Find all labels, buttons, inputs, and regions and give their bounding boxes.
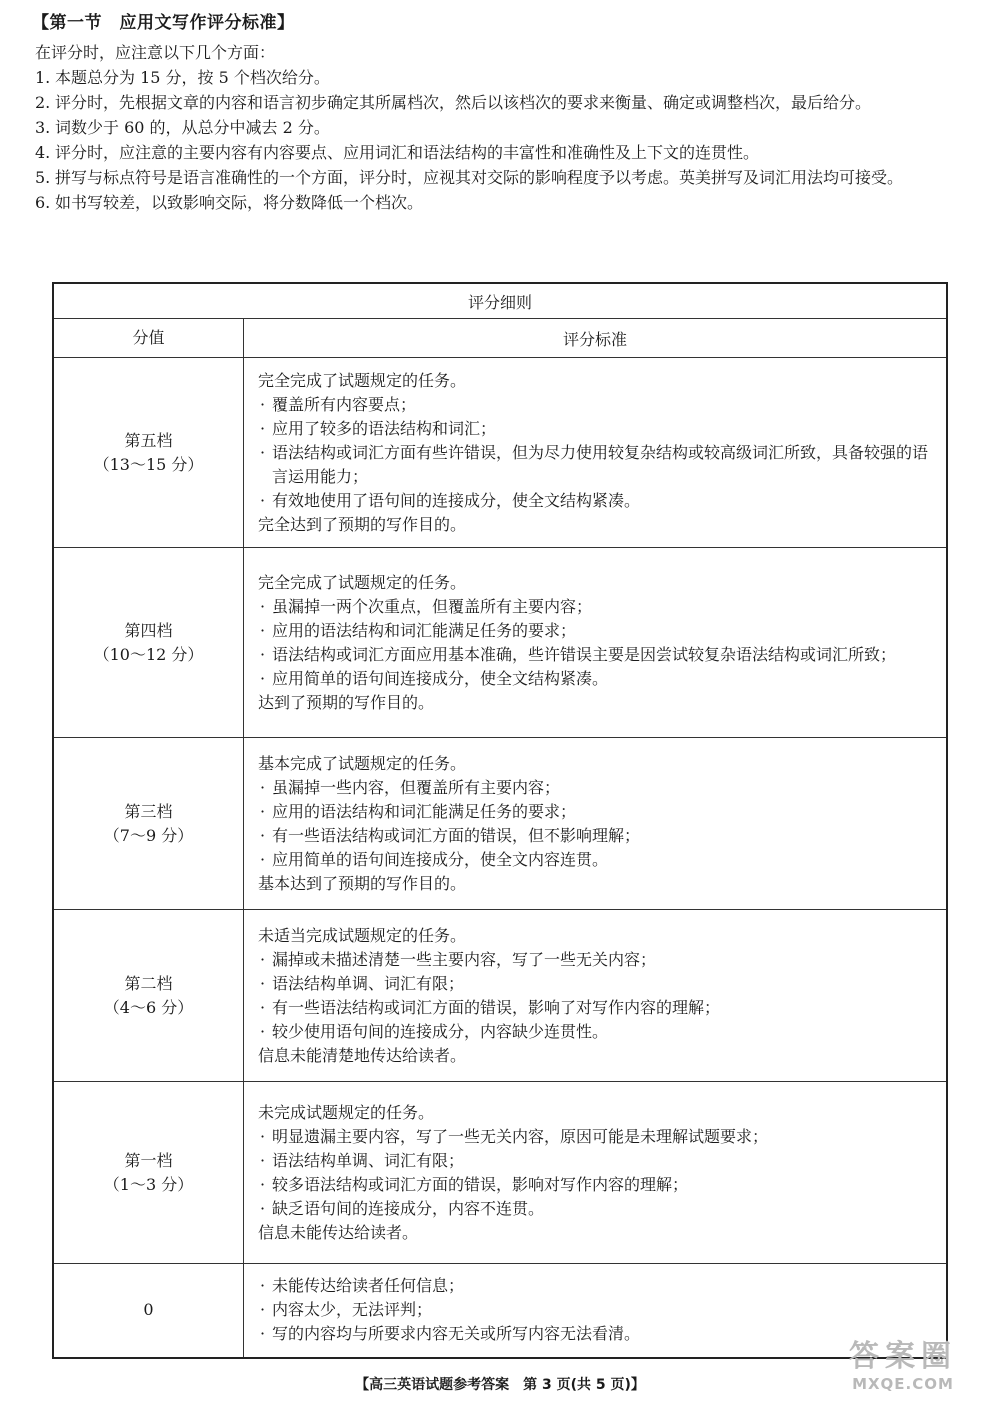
bullet-icon: · <box>260 849 266 869</box>
rule-item <box>35 65 975 90</box>
table-caption: 评分细则 <box>53 283 947 319</box>
rule-text: 拼写与标点符号是语言准确性的一个方面，评分时，应视其对交际的影响程度予以考虑。英美拼写及词汇用法均可接受。 <box>55 168 904 187</box>
criteria-bullet-item <box>258 948 932 972</box>
criteria-text: 漏掉或未描述清楚一些主要内容，写了一些无关内容； <box>272 949 657 969</box>
table-row <box>53 738 947 910</box>
score-level: 第一档 <box>124 1150 173 1170</box>
table-row <box>53 1264 947 1358</box>
score-range: （4～6 分） <box>103 997 194 1017</box>
criteria-bullet-item <box>258 996 932 1020</box>
criteria-bullet-item <box>258 1149 932 1173</box>
criteria-bullet-item <box>258 667 932 691</box>
score-level: 第五档 <box>124 430 173 450</box>
bullet-icon: · <box>260 490 266 510</box>
criteria-text: 覆盖所有内容要点； <box>272 394 417 414</box>
criteria-text: 较少使用语句间的连接成分，内容缺少连贯性。 <box>272 1021 609 1041</box>
criteria-bullet-item <box>258 595 932 619</box>
rule-item <box>35 165 975 190</box>
bullet-icon: · <box>260 777 266 797</box>
rule-number: 3. <box>35 118 51 137</box>
bullet-icon: · <box>260 949 266 969</box>
criteria-bullet-item <box>258 643 932 667</box>
criteria-summary <box>258 369 932 393</box>
criteria-bullet-item <box>258 848 932 872</box>
criteria-text: 有一些语法结构或词汇方面的错误，影响了对写作内容的理解； <box>272 997 721 1017</box>
rule-number: 2. <box>35 93 51 112</box>
criteria-text: 未适当完成试题规定的任务。 <box>258 925 467 945</box>
table-row <box>53 1082 947 1264</box>
bullet-icon: · <box>260 1324 266 1344</box>
rule-item <box>35 115 975 140</box>
table-caption-row <box>53 283 947 319</box>
criteria-text: 写的内容均与所要求内容无关或所写内容无法看清。 <box>272 1324 641 1344</box>
criteria-bullet-item <box>258 824 932 848</box>
rule-text: 评分时，先根据文章的内容和语言初步确定其所属档次，然后以该档次的要求来衡量、确定或调整档次，最后给分。 <box>55 93 872 112</box>
bullet-icon: · <box>260 596 266 616</box>
bullet-icon: · <box>260 1150 266 1170</box>
header-score: 分值 <box>53 319 244 358</box>
criteria-text: 信息未能清楚地传达给读者。 <box>258 1045 467 1065</box>
score-cell <box>53 910 244 1082</box>
bullet-icon: · <box>260 825 266 845</box>
criteria-text: 完全完成了试题规定的任务。 <box>258 572 467 592</box>
criteria-summary <box>258 924 932 948</box>
intro-block <box>35 40 975 215</box>
criteria-text: 内容太少，无法评判； <box>272 1300 433 1320</box>
criteria-bullet-item <box>258 619 932 643</box>
criteria-summary <box>258 1101 932 1125</box>
criteria-text: 语法结构或词汇方面有些许错误，但为尽力使用较复杂结构或较高级词汇所致，具备较强的语言运用能力； <box>272 442 929 486</box>
criteria-summary <box>258 872 932 896</box>
criteria-text: 明显遗漏主要内容，写了一些无关内容，原因可能是未理解试题要求； <box>272 1126 769 1146</box>
criteria-text: 信息未能传达给读者。 <box>258 1222 419 1242</box>
criteria-cell <box>244 738 948 910</box>
score-range: （13～15 分） <box>93 454 204 474</box>
criteria-bullet-item <box>258 489 932 513</box>
bullet-icon: · <box>260 973 266 993</box>
rule-number: 5. <box>35 168 51 187</box>
bullet-icon: · <box>260 644 266 664</box>
criteria-bullet-item <box>258 776 932 800</box>
criteria-bullet-item <box>258 1173 932 1197</box>
criteria-text: 虽漏掉一些内容，但覆盖所有主要内容； <box>272 777 561 797</box>
criteria-text: 未完成试题规定的任务。 <box>258 1102 435 1122</box>
criteria-text: 应用的语法结构和词汇能满足任务的要求； <box>272 620 577 640</box>
score-cell <box>53 738 244 910</box>
criteria-bullet-item <box>258 393 932 417</box>
criteria-text: 有一些语法结构或词汇方面的错误，但不影响理解； <box>272 825 641 845</box>
rule-text: 词数少于 60 的，从总分中减去 2 分。 <box>55 118 330 137</box>
criteria-text: 完全达到了预期的写作目的。 <box>258 514 467 534</box>
table-row <box>53 548 947 738</box>
criteria-text: 语法结构或词汇方面应用基本准确，些许错误主要是因尝试较复杂语法结构或词汇所致； <box>272 644 897 664</box>
bullet-icon: · <box>260 442 266 462</box>
bullet-icon: · <box>260 1300 266 1320</box>
rule-text: 本题总分为 15 分，按 5 个档次给分。 <box>55 68 330 87</box>
bullet-icon: · <box>260 1126 266 1146</box>
page-footer: 【高三英语试题参考答案 第 3 页(共 5 页)】 <box>355 1377 645 1393</box>
criteria-text: 基本达到了预期的写作目的。 <box>258 873 467 893</box>
rule-item <box>35 90 975 115</box>
rule-number: 1. <box>35 68 51 87</box>
criteria-bullet-item <box>258 972 932 996</box>
bullet-icon: · <box>260 1174 266 1194</box>
score-level: 0 <box>143 1300 154 1320</box>
criteria-bullet-item <box>258 441 932 489</box>
rule-text: 评分时，应注意的主要内容有内容要点、应用词汇和语法结构的丰富性和准确性及上下文的连贯性。 <box>55 143 760 162</box>
watermark-url: MXQE.COM <box>852 1375 954 1393</box>
criteria-summary <box>258 513 932 537</box>
criteria-bullet-item <box>258 1274 932 1298</box>
score-cell <box>53 358 244 548</box>
rule-item <box>35 140 975 165</box>
rules-list <box>35 65 975 215</box>
bullet-icon: · <box>260 620 266 640</box>
criteria-bullet-item <box>258 1125 932 1149</box>
criteria-text: 完全完成了试题规定的任务。 <box>258 370 467 390</box>
criteria-text: 达到了预期的写作目的。 <box>258 692 435 712</box>
criteria-text: 语法结构单调、词汇有限； <box>272 1150 465 1170</box>
criteria-text: 较多语法结构或词汇方面的错误，影响对写作内容的理解； <box>272 1174 689 1194</box>
score-cell <box>53 548 244 738</box>
criteria-text: 虽漏掉一两个次重点，但覆盖所有主要内容； <box>272 596 593 616</box>
criteria-bullet-item <box>258 1197 932 1221</box>
criteria-cell <box>244 358 948 548</box>
criteria-text: 有效地使用了语句间的连接成分，使全文结构紧凑。 <box>272 490 641 510</box>
table-header-row <box>53 319 947 358</box>
header-criteria: 评分标准 <box>244 319 948 358</box>
criteria-bullet-item <box>258 800 932 824</box>
rule-item <box>35 190 975 215</box>
rule-number: 4. <box>35 143 51 162</box>
table-row <box>53 358 947 548</box>
criteria-cell <box>244 1082 948 1264</box>
criteria-summary <box>258 1221 932 1245</box>
score-cell <box>53 1082 244 1264</box>
score-level: 第二档 <box>124 973 173 993</box>
score-cell <box>53 1264 244 1358</box>
rule-text: 如书写较差，以致影响交际，将分数降低一个档次。 <box>55 193 424 212</box>
criteria-summary <box>258 571 932 595</box>
watermark-logo <box>818 1340 988 1402</box>
criteria-bullet-item <box>258 417 932 441</box>
section-title: 【第一节 应用文写作评分标准】 <box>32 13 295 33</box>
criteria-text: 应用简单的语句间连接成分，使全文内容连贯。 <box>272 849 609 869</box>
bullet-icon: · <box>260 997 266 1017</box>
bullet-icon: · <box>260 1198 266 1218</box>
score-level: 第三档 <box>124 801 173 821</box>
criteria-text: 未能传达给读者任何信息； <box>272 1276 465 1296</box>
scoring-table <box>52 282 948 1359</box>
criteria-summary <box>258 752 932 776</box>
criteria-text: 应用简单的语句间连接成分，使全文结构紧凑。 <box>272 668 609 688</box>
score-level: 第四档 <box>124 620 173 640</box>
table-row <box>53 910 947 1082</box>
bullet-icon: · <box>260 1021 266 1041</box>
bullet-icon: · <box>260 418 266 438</box>
criteria-summary <box>258 691 932 715</box>
score-range: （10～12 分） <box>93 644 204 664</box>
rule-number: 6. <box>35 193 51 212</box>
watermark-title: 答案圈 <box>849 1339 957 1374</box>
criteria-text: 语法结构单调、词汇有限； <box>272 973 465 993</box>
criteria-summary <box>258 1044 932 1068</box>
criteria-cell <box>244 548 948 738</box>
criteria-text: 应用的语法结构和词汇能满足任务的要求； <box>272 801 577 821</box>
criteria-text: 缺乏语句间的连接成分，内容不连贯。 <box>272 1198 545 1218</box>
bullet-icon: · <box>260 801 266 821</box>
criteria-bullet-item <box>258 1020 932 1044</box>
criteria-cell <box>244 910 948 1082</box>
bullet-icon: · <box>260 394 266 414</box>
bullet-icon: · <box>260 668 266 688</box>
criteria-text: 应用了较多的语法结构和词汇； <box>272 418 497 438</box>
intro-lead: 在评分时，应注意以下几个方面： <box>35 43 276 62</box>
criteria-text: 基本完成了试题规定的任务。 <box>258 753 467 773</box>
bullet-icon: · <box>260 1276 266 1296</box>
score-range: （1～3 分） <box>103 1174 194 1194</box>
criteria-bullet-item <box>258 1298 932 1322</box>
score-range: （7～9 分） <box>103 825 194 845</box>
